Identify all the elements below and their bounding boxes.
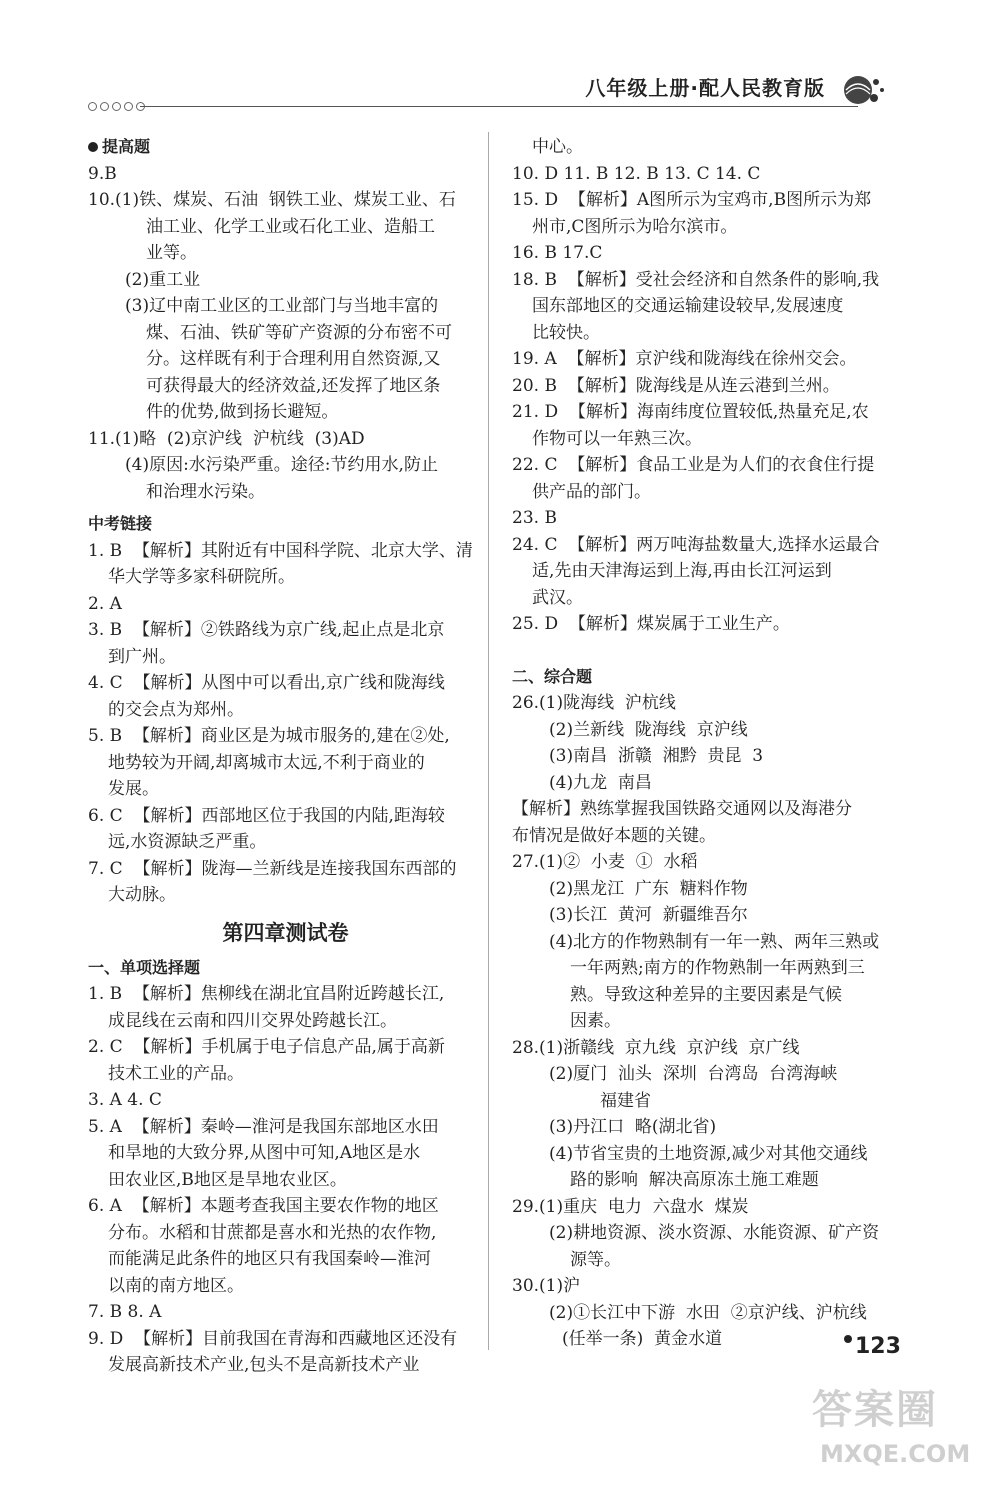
answer-line: 源等。 [570, 1249, 621, 1270]
answer-line: 分布。水稻和甘蔗都是喜水和光热的农作物, [108, 1222, 437, 1243]
answer-line: 【解析】熟练掌握我国铁路交通网以及海港分 [512, 799, 852, 819]
exam-answer-7 [88, 856, 483, 883]
test-answer-25 [512, 611, 912, 638]
section-heading-exam-link: 中考链接 [88, 514, 153, 533]
answer-number: 4. C [88, 673, 123, 693]
answer-line: 国东部地区的交通运输建设较早,发展速度 [532, 296, 844, 316]
answer-line: 可获得最大的经济效益,还发挥了地区条 [146, 375, 441, 396]
answer-line: 油工业、化学工业或石化工业、造船工 [146, 216, 435, 237]
answer-number: 29. [512, 1196, 540, 1217]
chapter-title: 第四章测试卷 [222, 920, 349, 945]
answer-line: 而能满足此条件的地区只有我国秦岭—淮河 [108, 1249, 431, 1269]
answer-number: 15. D [512, 190, 559, 210]
answer-number: 3. B [88, 620, 123, 640]
section-heading-advanced: 提高题 [88, 134, 483, 161]
answer-line: 大动脉。 [108, 885, 176, 905]
answer-line: 州市,C图所示为哈尔滨市。 [532, 216, 738, 237]
answer-text: 【解析】两万吨海盐数量大,选择水运最合 [568, 534, 880, 555]
test-answer-7-8: 7. B 8. A [88, 1302, 162, 1322]
answer-line: 分。这样既有利于合理利用自然资源,又 [146, 349, 441, 369]
answer-10 [88, 187, 483, 214]
answer-line: 和旱地的大致分界,从图中可知,A地区是水 [108, 1143, 421, 1163]
answer-11 [88, 426, 483, 453]
spacer [512, 638, 912, 664]
answer-number: 5. A [88, 1116, 122, 1137]
answer-text: 【解析】焦柳线在湖北宜昌附近跨越长江, [132, 984, 445, 1004]
header-rule [140, 106, 858, 107]
answer-line: (2)兰新线 陇海线 京沪线 [549, 719, 748, 740]
answer-number: 6. C [88, 805, 123, 826]
answer-number: 30. [512, 1276, 540, 1296]
answer-text: (1)浙赣线 京九线 京沪线 京广线 [539, 1037, 800, 1058]
answer-number: 20. B [512, 375, 557, 396]
answer-text: (1)陇海线 沪杭线 [539, 693, 676, 713]
answer-line: (任举一条) 黄金水道 [562, 1329, 723, 1349]
page-number: 123 [855, 1334, 901, 1359]
test-answer-22 [512, 452, 912, 479]
answer-number: 19. A [512, 349, 557, 369]
exam-answer-6 [88, 803, 483, 830]
answer-line: 路的影响 解决高原冻土施工难题 [570, 1170, 819, 1190]
answer-line: (4)九龙 南昌 [549, 772, 652, 793]
answer-line: 华大学等多家科研院所。 [108, 567, 295, 587]
answer-text: (1)② 小麦 ① 水稻 [539, 852, 698, 872]
answer-text: 【解析】食品工业是为人们的衣食住行提 [568, 455, 875, 475]
answer-text: 【解析】煤炭属于工业生产。 [568, 614, 790, 634]
answer-number: 28. [512, 1037, 540, 1058]
answer-text: (1)铁、煤炭、石油 钢铁工业、煤炭工业、石 [115, 190, 456, 210]
test-answer-10-14: 10. D 11. B 12. B 13. C 14. C [512, 163, 761, 184]
answer-text: 【解析】商业区是为城市服务的,建在②处, [132, 726, 450, 746]
test-answer-23: 23. B [512, 508, 557, 528]
test-answer-24 [512, 532, 912, 559]
exam-answer-4 [88, 670, 483, 697]
answer-line: (3)长江 黄河 新疆维吾尔 [549, 905, 748, 925]
answer-number: 26. [512, 693, 540, 713]
answer-line: 件的优势,做到扬长避短。 [146, 402, 339, 422]
answer-text: 【解析】②铁路线为京广线,起止点是北京 [132, 620, 445, 640]
answer-text: (1)重庆 电力 六盘水 煤炭 [539, 1196, 749, 1217]
answer-line: 一年两熟;南方的作物熟制一年两熟到三 [570, 958, 865, 978]
answer-line: 发展。 [108, 779, 159, 799]
test-answer-26 [512, 690, 912, 717]
answer-number: 1. B [88, 984, 123, 1004]
test-answer-29 [512, 1194, 912, 1221]
answer-line: 布情况是做好本题的关键。 [512, 825, 716, 846]
watermark-url: MXQE.COM [820, 1440, 971, 1468]
exam-answer-1 [88, 538, 483, 565]
answer-line: (4)原因:水污染严重。途径:节约用水,防止 [125, 455, 438, 475]
answer-line: 到广州。 [108, 646, 176, 667]
answer-text: 【解析】手机属于电子信息产品,属于高新 [133, 1037, 445, 1057]
answer-number: 2. C [88, 1037, 123, 1057]
test-answer-16-17: 16. B 17.C [512, 243, 603, 263]
answer-line: 和治理水污染。 [146, 481, 265, 502]
answer-line: (2)重工业 [125, 269, 201, 290]
test-answer-5 [88, 1114, 483, 1141]
answer-text: 【解析】陇海—兰新线是连接我国东西部的 [133, 858, 457, 879]
answer-line: (3)辽中南工业区的工业部门与当地丰富的 [125, 296, 439, 316]
answer-text: 【解析】从图中可以看出,京广线和陇海线 [133, 673, 445, 693]
answer-line: (4)北方的作物熟制有一年一熟、两年三熟或 [549, 931, 880, 952]
answer-line: 熟。导致这种差异的主要因素是气候 [570, 984, 842, 1005]
answer-number: 21. D [512, 402, 559, 422]
answer-line: (4)节省宝贵的土地资源,减少对其他交通线 [549, 1143, 868, 1164]
section-heading-single-choice: 一、单项选择题 [88, 957, 201, 977]
answer-line: (2)黑龙江 广东 糖料作物 [549, 878, 748, 899]
test-answer-1 [88, 981, 483, 1008]
column-divider [488, 132, 489, 1350]
left-column [88, 134, 483, 1379]
answer-text: 【解析】本题考查我国主要农作物的地区 [132, 1196, 439, 1216]
answer-number: 6. A [88, 1196, 122, 1216]
answer-text: 【解析】受社会经济和自然条件的影响,我 [567, 269, 880, 290]
answer-number: 24. C [512, 534, 558, 555]
answer-number: 9. D [88, 1328, 124, 1349]
answer-line: (2)厦门 汕头 深圳 台湾岛 台湾海峡 [549, 1064, 838, 1084]
page-number-dot [844, 1335, 852, 1343]
answer-9: 9.B [88, 163, 117, 184]
answer-number: 7. C [88, 858, 123, 879]
answer-number: 22. C [512, 455, 558, 475]
answer-line: 作物可以一年熟三次。 [532, 428, 702, 449]
answer-text: (1)略 (2)京沪线 沪杭线 (3)AD [115, 428, 365, 449]
answer-line: 地势较为开阔,却离城市太远,不利于商业的 [108, 752, 425, 773]
answer-line: 技术工业的产品。 [108, 1063, 244, 1084]
answer-number: 1. B [88, 540, 123, 561]
answer-line: 田农业区,B地区是旱地农业区。 [108, 1169, 347, 1190]
answer-text: 【解析】海南纬度位置较低,热量充足,农 [568, 402, 869, 422]
answer-line: 的交会点为郑州。 [108, 699, 244, 720]
page-header-title: 八年级上册·配人民教育版 [585, 76, 825, 100]
test-answer-30 [512, 1273, 912, 1300]
answer-line: 以南的南方地区。 [108, 1275, 244, 1296]
test-answer-15 [512, 187, 912, 214]
header-decoration-dots [88, 100, 148, 114]
answer-line: 供产品的部门。 [532, 481, 651, 502]
answer-line: 业等。 [146, 243, 197, 263]
test-answer-27 [512, 849, 912, 876]
answer-text: 【解析】秦岭—淮河是我国东部地区水田 [132, 1116, 439, 1137]
watermark-logo: 答案圈 [812, 1387, 938, 1433]
test-answer-3-4: 3. A 4. C [88, 1090, 162, 1110]
answer-text: (1)沪 [539, 1276, 581, 1296]
answer-line: 中心。 [532, 137, 583, 157]
test-answer-9 [88, 1326, 483, 1353]
answer-number: 18. B [512, 269, 557, 290]
answer-line: 远,水资源缺乏严重。 [108, 832, 267, 852]
answer-number: 27. [512, 852, 540, 872]
answer-number: 5. B [88, 726, 123, 746]
answer-line: 比较快。 [532, 322, 600, 343]
test-answer-2 [88, 1034, 483, 1061]
answer-text: 【解析】京沪线和陇海线在徐州交会。 [567, 349, 857, 369]
answer-number: 25. D [512, 614, 559, 634]
answer-line: (3)丹江口 略(湖北省) [549, 1117, 717, 1137]
answer-text: 【解析】目前我国在青海和西藏地区还没有 [134, 1328, 458, 1349]
answer-line: 武汉。 [532, 587, 583, 608]
answer-line: (2)耕地资源、淡水资源、水能资源、矿产资 [549, 1223, 880, 1243]
answer-number: 11. [88, 428, 116, 449]
answer-line: 适,先由天津海运到上海,再由长江河运到 [532, 561, 832, 581]
answer-number: 10. [88, 190, 116, 210]
answer-line: (2)①长江中下游 水田 ②京沪线、沪杭线 [549, 1302, 867, 1323]
answer-line: (3)南昌 浙赣 湘黔 贵昆 3 [549, 746, 764, 766]
test-answer-28 [512, 1035, 912, 1062]
section-heading-comprehensive: 二、综合题 [512, 666, 593, 686]
answer-text: 【解析】其附近有中国科学院、北京大学、清 [132, 540, 473, 561]
test-answer-19 [512, 346, 912, 373]
exam-answer-5 [88, 723, 483, 750]
answer-line: 成昆线在云南和四川交界处跨越长江。 [108, 1010, 397, 1031]
answer-line: 发展高新技术产业,包头不是高新技术产业 [108, 1355, 420, 1375]
answer-line: 因素。 [570, 1011, 621, 1031]
answer-text: 【解析】A图所示为宝鸡市,B图所示为郑 [568, 190, 872, 210]
exam-answer-2: 2. A [88, 593, 122, 614]
answer-line: 福建省 [600, 1090, 651, 1111]
answer-line: 煤、石油、铁矿等矿产资源的分布密不可 [146, 322, 452, 343]
answer-text: 【解析】西部地区位于我国的内陆,距海较 [133, 805, 445, 826]
test-answer-18 [512, 267, 912, 294]
test-answer-20 [512, 373, 912, 400]
right-column [512, 134, 912, 1353]
book-logo-icon [838, 70, 888, 110]
test-answer-21 [512, 399, 912, 426]
exam-answer-3 [88, 617, 483, 644]
answer-text: 【解析】陇海线是从连云港到兰州。 [567, 375, 840, 396]
test-answer-6 [88, 1193, 483, 1220]
